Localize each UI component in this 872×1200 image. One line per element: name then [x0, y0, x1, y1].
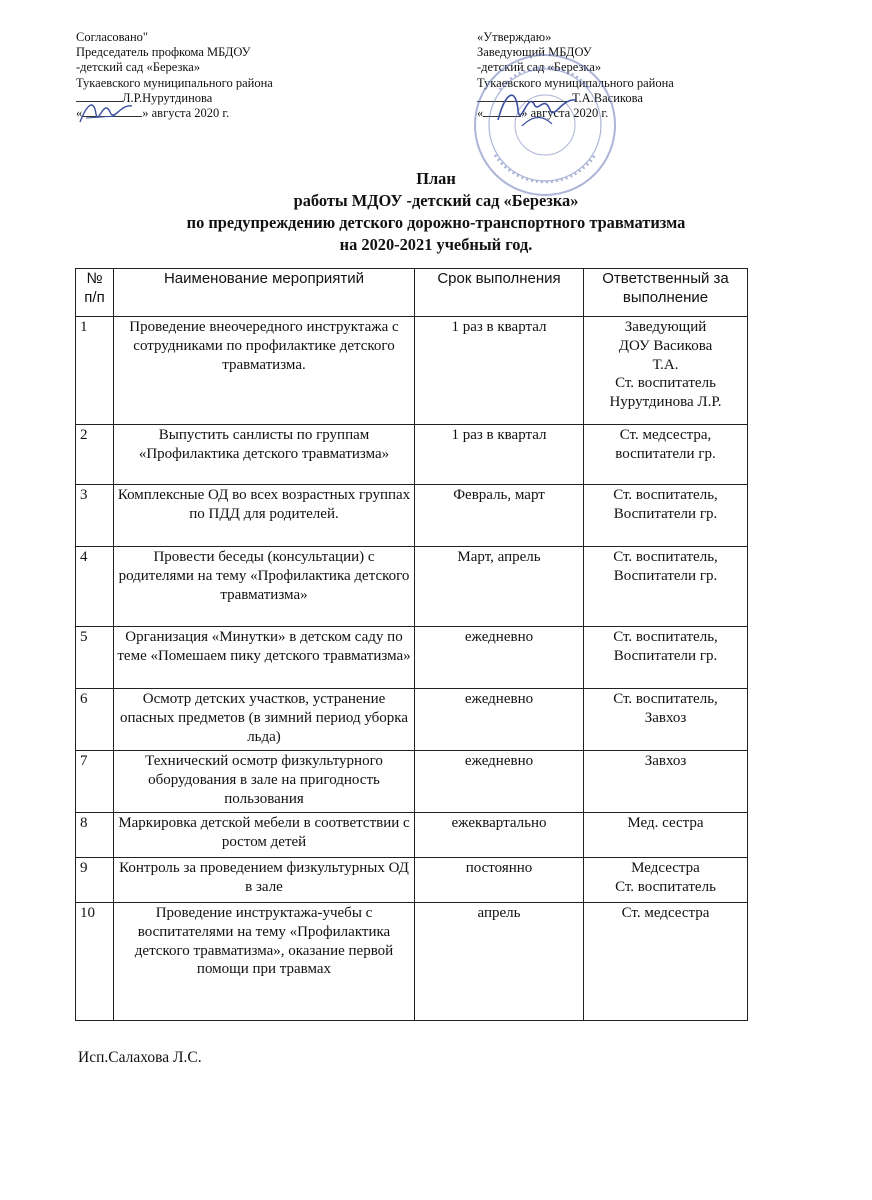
row-activity: Проведение внеочередного инструктажа с сотрудниками по профилактике детского травматизма.: [114, 317, 415, 425]
approval-right-line4: Тукаевского муниципального района: [477, 75, 674, 90]
row-responsible: Ст. воспитатель, Воспитатели гр.: [584, 547, 748, 627]
row-term: ежеквартально: [415, 813, 584, 858]
title-line2: работы МДОУ -детский сад «Березка»: [293, 191, 579, 210]
table-row: [76, 858, 748, 903]
approval-right-date: » августа 2020 г.: [521, 106, 609, 121]
table-row: [76, 547, 748, 627]
approval-left-line4: Тукаевского муниципального района: [76, 75, 273, 90]
row-term: 1 раз в квартал: [415, 317, 584, 425]
approval-right-line3: -детский сад «Березка»: [477, 60, 602, 75]
row-activity: Комплексные ОД во всех возрастных группах по ПДД для родителей.: [114, 485, 415, 547]
signature-left: [76, 92, 136, 132]
row-activity: Контроль за проведением физкультурных ОД в зале: [114, 858, 415, 903]
title-line1: План: [416, 169, 456, 188]
header-number: № п/п: [76, 269, 114, 317]
row-activity: Технический осмотр физкультурного оборудования в зале на пригодность пользования: [114, 751, 415, 813]
row-term: Февраль, март: [415, 485, 584, 547]
table-row: [76, 317, 748, 425]
row-term: ежедневно: [415, 689, 584, 751]
row-number: 5: [76, 627, 114, 689]
table-row: [76, 485, 748, 547]
row-responsible: Ст. медсестра: [584, 903, 748, 1021]
approval-right-name: Т.А.Васикова: [572, 90, 643, 105]
row-term: апрель: [415, 903, 584, 1021]
row-activity: Провести беседы (консультации) с родителями на тему «Профилактика детского травматизма»: [114, 547, 415, 627]
approval-left-date-open: «: [76, 106, 83, 121]
plan-table: [75, 268, 748, 1021]
header-term: Срок выполнения: [415, 269, 584, 317]
row-term: постоянно: [415, 858, 584, 903]
row-number: 7: [76, 751, 114, 813]
row-responsible: Ст. воспитатель, Завхоз: [584, 689, 748, 751]
row-activity: Маркировка детской мебели в соответствии с ростом детей: [114, 813, 415, 858]
row-number: 4: [76, 547, 114, 627]
approval-left-line3: -детский сад «Березка»: [76, 60, 201, 75]
row-term: ежедневно: [415, 751, 584, 813]
row-responsible: Медсестра Ст. воспитатель: [584, 858, 748, 903]
document-title: [80, 168, 792, 256]
table-row: [76, 813, 748, 858]
approval-right-line2: Заведующий МБДОУ: [477, 45, 592, 60]
approval-left-date: » августа 2020 г.: [142, 106, 230, 121]
row-responsible: Мед. сестра: [584, 813, 748, 858]
row-number: 3: [76, 485, 114, 547]
approval-left-name: Л.Р.Нурутдинова: [122, 90, 213, 105]
header-responsible: Ответственный за выполнение: [584, 269, 748, 317]
row-activity: Проведение инструктажа-учебы с воспитателями на тему «Профилактика детского травматизма», оказание первой помощи при травмах: [114, 903, 415, 1021]
table-row: [76, 425, 748, 485]
row-responsible: Ст. воспитатель, Воспитатели гр.: [584, 485, 748, 547]
row-number: 2: [76, 425, 114, 485]
row-number: 9: [76, 858, 114, 903]
row-number: 1: [76, 317, 114, 425]
row-activity: Осмотр детских участков, устранение опасных предметов (в зимний период уборка льда): [114, 689, 415, 751]
row-responsible: Ст. воспитатель, Воспитатели гр.: [584, 627, 748, 689]
header-activity: Наименование мероприятий: [114, 269, 415, 317]
executor-note: Исп.Салахова Л.С.: [78, 1049, 202, 1066]
row-number: 10: [76, 903, 114, 1021]
row-term: Март, апрель: [415, 547, 584, 627]
row-responsible: Заведующий ДОУ Васикова Т.А. Ст. воспитатель Нурутдинова Л.Р.: [584, 317, 748, 425]
approval-right-date-open: «: [477, 106, 484, 121]
row-number: 6: [76, 689, 114, 751]
row-term: 1 раз в квартал: [415, 425, 584, 485]
table-row: [76, 903, 748, 1021]
signature-right: [492, 80, 582, 140]
table-row: [76, 627, 748, 689]
row-responsible: Завхоз: [584, 751, 748, 813]
row-number: 8: [76, 813, 114, 858]
row-responsible: Ст. медсестра, воспитатели гр.: [584, 425, 748, 485]
title-line3: по предупреждению детского дорожно-транспортного травматизма: [186, 213, 686, 232]
approval-right-line1: «Утверждаю»: [477, 30, 552, 44]
row-activity: Организация «Минутки» в детском саду по теме «Помешаем пику детского травматизма»: [114, 627, 415, 689]
approval-left-line2: Председатель профкома МБДОУ: [76, 45, 251, 60]
row-activity: Выпустить санлисты по группам «Профилактика детского травматизма»: [114, 425, 415, 485]
row-term: ежедневно: [415, 627, 584, 689]
table-row: [76, 689, 748, 751]
table-row: [76, 751, 748, 813]
title-line4: на 2020-2021 учебный год.: [339, 235, 533, 254]
approval-left-line1: Согласовано": [76, 30, 148, 44]
table-header-row: [76, 269, 748, 317]
